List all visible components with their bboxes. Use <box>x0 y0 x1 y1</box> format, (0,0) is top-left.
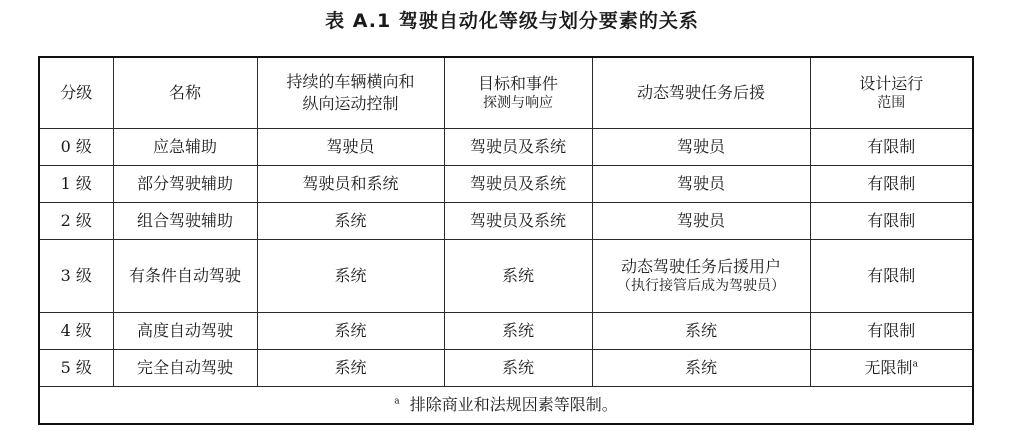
cell-oedr: 系统 <box>444 313 592 350</box>
table-header-row <box>39 57 973 129</box>
odd-value: 无限制 <box>864 358 913 378</box>
cell-control: 驾驶员 <box>257 129 444 166</box>
cell-level: 1 级 <box>39 166 113 203</box>
cell-fallback: 系统 <box>592 313 810 350</box>
header-line: 目标和事件 <box>477 73 558 93</box>
table-row <box>39 313 973 350</box>
cell-odd: 有限制 <box>810 313 973 350</box>
cell-fallback: 驾驶员 <box>592 166 810 203</box>
cell-oedr: 系统 <box>444 240 592 313</box>
automation-levels-table <box>38 56 974 425</box>
cell-fallback: 驾驶员 <box>592 203 810 240</box>
cell-level: 5 级 <box>39 350 113 387</box>
cell-odd <box>810 350 973 387</box>
header-line: 设计运行 <box>859 73 924 93</box>
cell-level: 4 级 <box>39 313 113 350</box>
header-level: 分级 <box>39 57 113 129</box>
header-lateral-longitudinal-control <box>257 57 444 129</box>
cell-control: 驾驶员和系统 <box>257 166 444 203</box>
cell-control: 系统 <box>257 313 444 350</box>
cell-fallback <box>592 240 810 313</box>
table-row <box>39 203 973 240</box>
header-line: 持续的车辆横向和 <box>286 72 415 92</box>
cell-fallback: 系统 <box>592 350 810 387</box>
cell-control: 系统 <box>257 203 444 240</box>
cell-odd: 有限制 <box>810 129 973 166</box>
cell-name: 部分驾驶辅助 <box>113 166 257 203</box>
header-oedr <box>444 57 592 129</box>
cell-oedr: 驾驶员及系统 <box>444 166 592 203</box>
cell-level: 0 级 <box>39 129 113 166</box>
cell-oedr: 系统 <box>444 350 592 387</box>
header-name: 名称 <box>113 57 257 129</box>
cell-level: 3 级 <box>39 240 113 313</box>
header-line: 范围 <box>877 95 906 112</box>
header-odd <box>810 57 973 129</box>
cell-oedr: 驾驶员及系统 <box>444 203 592 240</box>
cell-name: 有条件自动驾驶 <box>113 240 257 313</box>
footnote-marker: a <box>912 359 918 370</box>
header-line: 探测与响应 <box>483 95 553 112</box>
table-title: 表 A.1 驾驶自动化等级与划分要素的关系 <box>325 10 699 32</box>
cell-name: 高度自动驾驶 <box>113 313 257 350</box>
cell-oedr: 驾驶员及系统 <box>444 129 592 166</box>
footnote-text: 排除商业和法规因素等限制。 <box>409 395 618 415</box>
footnote-cell <box>39 387 973 425</box>
header-line: 纵向运动控制 <box>302 94 399 113</box>
cell-odd: 有限制 <box>810 203 973 240</box>
table-row <box>39 350 973 387</box>
cell-name: 应急辅助 <box>113 129 257 166</box>
fallback-note-text: （执行接管后成为驾驶员） <box>617 278 785 295</box>
fallback-user-text: 动态驾驶任务后援用户 <box>620 256 781 276</box>
cell-level: 2 级 <box>39 203 113 240</box>
cell-odd: 有限制 <box>810 166 973 203</box>
footnote-row <box>39 387 973 425</box>
cell-name: 完全自动驾驶 <box>113 350 257 387</box>
footnote-mark: a <box>394 396 400 407</box>
header-fallback: 动态驾驶任务后援 <box>592 57 810 129</box>
table-row <box>39 129 973 166</box>
cell-control: 系统 <box>257 350 444 387</box>
cell-name: 组合驾驶辅助 <box>113 203 257 240</box>
cell-fallback: 驾驶员 <box>592 129 810 166</box>
cell-odd: 有限制 <box>810 240 973 313</box>
table-row <box>39 166 973 203</box>
table-row <box>39 240 973 313</box>
cell-control: 系统 <box>257 240 444 313</box>
